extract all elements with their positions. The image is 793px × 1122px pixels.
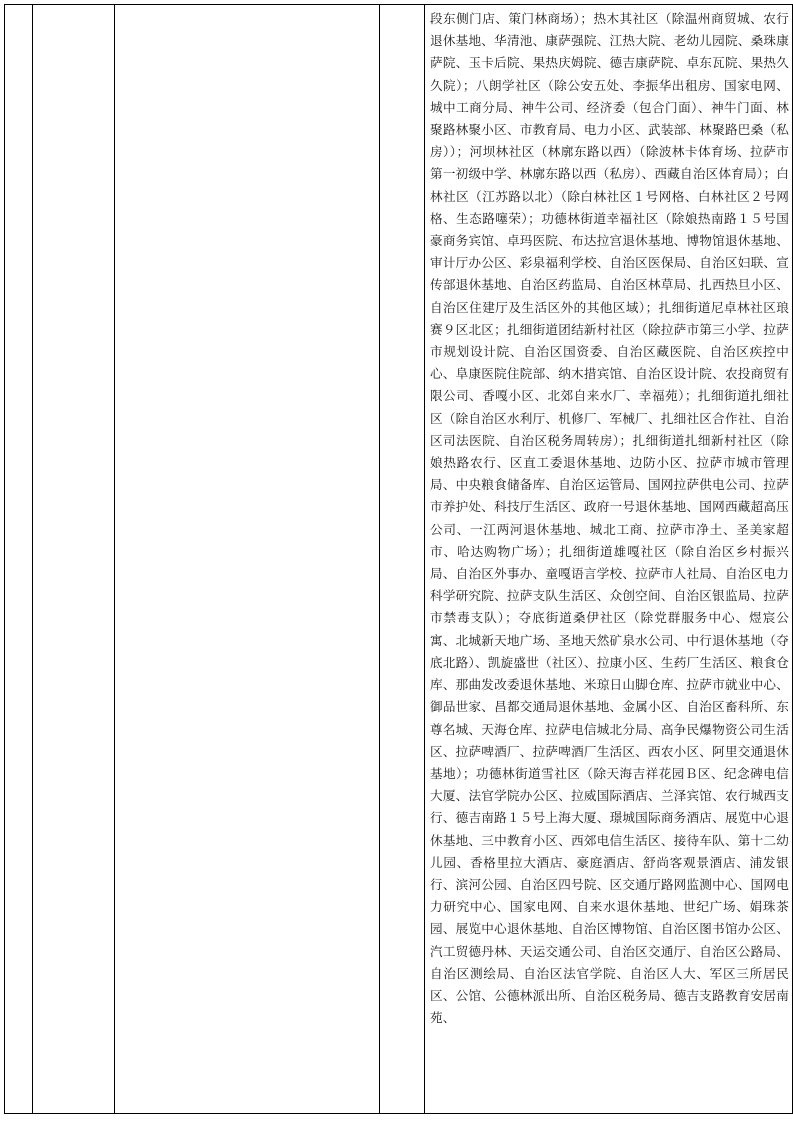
- table-row: [5, 5, 793, 1114]
- table-cell-description: [115, 5, 380, 1114]
- table-cell-index: [5, 5, 33, 1114]
- table-cell-level: [380, 5, 425, 1114]
- document-table: [4, 4, 793, 1114]
- area-list-cell: 段东侧门店、策门林商场）；热木其社区（除温州商贸城、农行退休基地、华清池、康萨强院、江热大院、老幼儿园院、桑珠康萨院、玉卡后院、果热庆姆院、德吉康萨院、卓东瓦院、果热久久院）；八朗学社区（除公安五处、李振华出租房、国家电网、城中工商分局、神牛公司、经济委（包合门面）、神牛门面、林聚路林聚小区、市教育局、电力小区、武装部、林聚路巴桑（私房））；河坝林社区（林廓东路以西）（除波林卡体育场、拉萨市第一初级中学、林廓东路以西（私房）、西藏自治区体育局）；白林社区（江苏路以北）（除白林社区１号网格、白林社区２号网格、生态路噻荣）；功德林街道幸福社区（除娘热南路１５号国豪商务宾馆、卓玛医院、布达拉宫退休基地、博物馆退休基地、审计厅办公区、彩泉福利学校、自治区医保局、自治区妇联、宣传部退休基地、自治区药监局、自治区林草局、扎西热旦小区、自治区住建厅及生活区外的其他区域）；扎细街道尼卓林社区琅赛９区北区；扎细街道团结新村社区（除拉萨市第三小学、拉萨市规划设计院、自治区国资委、自治区藏医院、自治区疾控中心、阜康医院住院部、纳木措宾馆、自治区设计院、农投商贸有限公司、香嘎小区、北郊自来水厂、幸福苑）；扎细街道扎细社区（除自治区水利厅、机修厂、军械厂、扎细社区合作社、自治区司法医院、自治区税务周转房）；扎细街道扎细新村社区（除娘热路农行、区直工委退休基地、边防小区、拉萨市城市管理局、中央粮食储备库、自治区运管局、国网拉萨供电公司、拉萨市养护处、科技厅生活区、政府一号退休基地、国网西藏超高压公司、一江两河退休基地、城北工商、拉萨市净土、圣美家超市、哈达购物广场）；扎细街道雄嘎社区（除自治区乡村振兴局、自治区外事办、童嘎语言学校、拉萨市人社局、自治区电力科学研究院、拉萨支队生活区、众创空间、自治区银监局、拉萨市禁毒支队）；夺底街道桑伊社区（除党群服务中心、煜宸公寓、北城新天地广场、圣地天然矿泉水公司、中行退休基地（夺底北路）、凯旋盛世（社区）、拉康小区、生药厂生活区、粮食仓库、那曲发改委退休基地、米琼日山脚仓库、拉萨市就业中心、御品世家、昌都交通局退休基地、金属小区、自治区畜科所、东尊名城、天海仓库、拉萨电信城北分局、高争民爆物资公司生活区、拉萨啤酒厂、拉萨啤酒厂生活区、西农小区、阿里交通退休基地）；功德林街道雪社区（除天海吉祥花园Ｂ区、纪念碑电信大厦、法官学院办公区、拉威国际酒店、兰泽宾馆、农行城西支行、德吉南路１５号上海大厦、璟城国际商务酒店、展览中心退休基地、三中教育小区、西郊电信生活区、接待车队、第十二幼儿园、香格里拉大酒店、豪庭酒店、舒尚客观景酒店、浦发银行、滨河公园、自治区四号院、区交通厅路网监测中心、国网电力研究中心、国家电网、自来水退休基地、世纪广场、娟珠茶园、展览中心退休基地、自治区博物馆、自治区图书馆办公区、汽工贸德丹林、天运交通公司、自治区交通厅、自治区公路局、自治区测绘局、自治区法官学院、自治区人大、军区三所居民区、公馆、公德林派出所、自治区税务局、德吉支路教育安居南苑、: [425, 5, 793, 1114]
- table-cell-region: [33, 5, 115, 1114]
